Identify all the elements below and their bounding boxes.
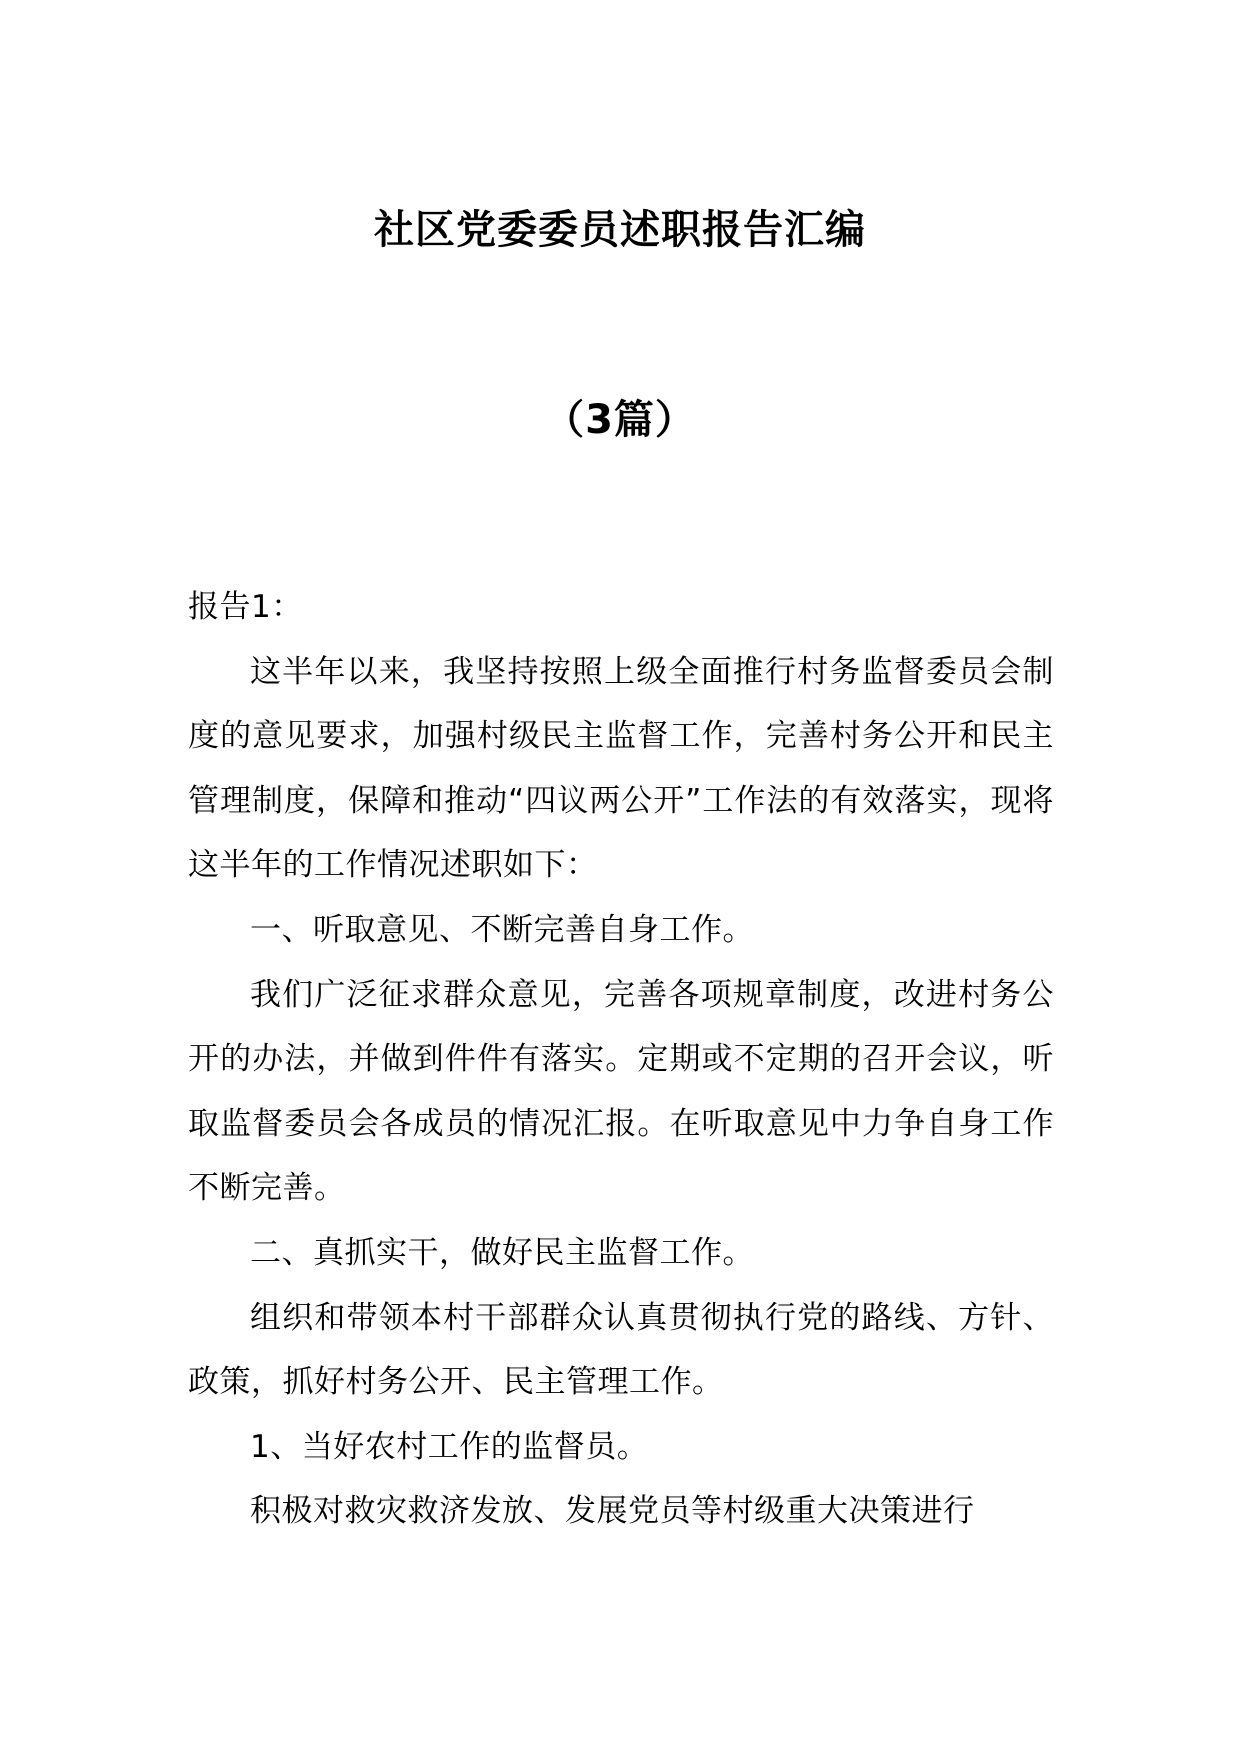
report-heading: 报告1： [188,589,303,625]
body-paragraph: 这半年以来，我坚持按照上级全面推行村务监督委员会制度的意见要求，加强村级民主监督工作，完善村务公开和民主管理制度，保障和推动“四议两公开”工作法的有效落实，现将这半年的工作情况述职如下： [188,653,1054,884]
section-heading: 一、听取意见、不断完善自身工作。 [250,911,754,948]
subsection-heading: 1、当好农村工作的监督员。 [250,1428,649,1465]
document-title: 社区党委委员述职报告汇编 [374,207,866,253]
body-paragraph: 积极对救灾救济发放、发展党员等村级重大决策进行 [250,1493,975,1530]
body-paragraph: 我们广泛征求群众意见，完善各项规章制度，改进村务公开的办法，并做到件件有落实。定期或不定期的召开会议，听取监督委员会各成员的情况汇报。在听取意见中力争自身工作不断完善。 [188,976,1054,1207]
document-subtitle: （3篇） [544,397,696,443]
section-heading: 二、真抓实干，做好民主监督工作。 [250,1234,754,1271]
document-body [188,575,1054,1544]
body-paragraph: 组织和带领本村干部群众认真贯彻执行党的路线、方针、政策，抓好村务公开、民主管理工作。 [188,1299,1054,1401]
